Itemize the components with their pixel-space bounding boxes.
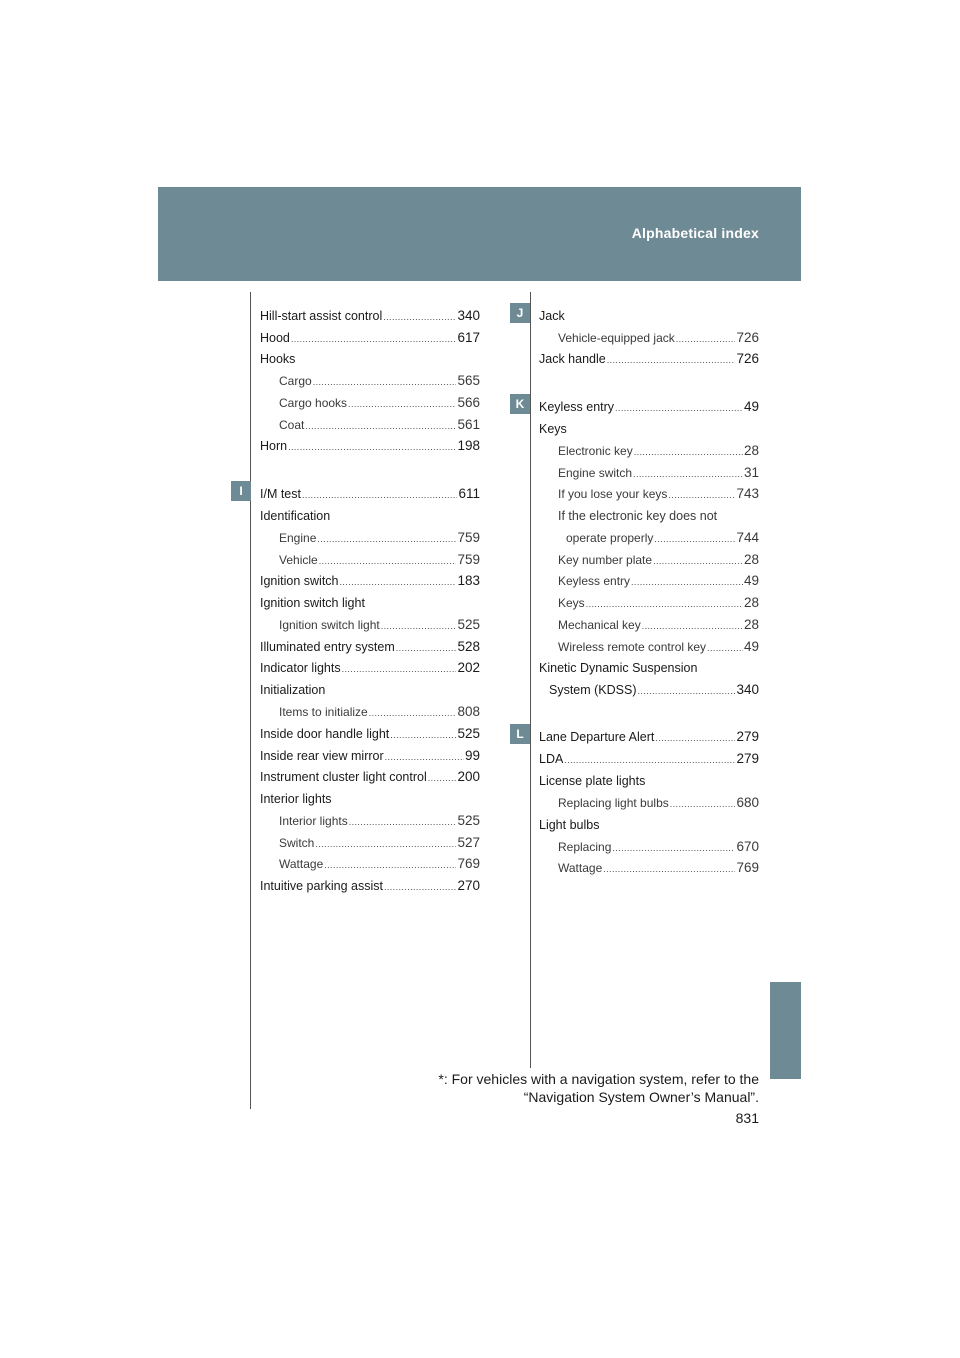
index-heading: Ignition switch light [260,596,365,610]
index-subentry[interactable]: Key number plate ..... 28 [558,548,759,568]
index-entry[interactable]: Instrument cluster light control ..... 200 [260,765,480,785]
index-subentry[interactable]: Cargo hooks ..... 566 [279,391,480,411]
index-subentry[interactable]: Vehicle ..... 759 [279,548,480,568]
index-subentry[interactable]: Vehicle-equipped jack ..... 726 [558,326,759,346]
index-subentry[interactable]: Mechanical key ..... 28 [558,613,759,633]
index-heading: Interior lights [260,792,332,806]
thumb-index-tab [770,982,801,1079]
index-entry[interactable]: Lane Departure Alert ..... 279 [539,725,759,745]
index-subentry[interactable]: Interior lights ..... 525 [279,809,480,829]
index-entry[interactable]: System (KDSS) ..... 340 [549,678,759,698]
index-heading: Light bulbs [539,818,600,832]
index-entry[interactable]: Horn ..... 198 [260,434,480,454]
index-entry[interactable]: Inside rear view mirror ..... 99 [260,744,480,764]
index-subentry[interactable]: Engine switch ..... 31 [558,461,759,481]
index-entry[interactable]: Ignition switch ..... 183 [260,569,480,589]
index-subentry[interactable]: Wireless remote control key ..... 49 [558,635,759,655]
index-subentry[interactable]: Cargo ..... 565 [279,369,480,389]
index-subentry[interactable]: Switch ..... 527 [279,831,480,851]
index-subentry[interactable]: Keyless entry ..... 49 [558,569,759,589]
index-subentry[interactable]: Wattage ..... 769 [558,856,759,876]
index-subentry[interactable]: Coat ..... 561 [279,413,480,433]
index-subentry-heading: If the electronic key does not [558,509,718,523]
footnote-line: *: For vehicles with a navigation system, refer to the [438,1071,759,1087]
letter-tab-k: K [510,394,530,414]
index-entry[interactable]: Hill-start assist control ..... 340 [260,304,480,324]
index-entry[interactable]: I/M test ..... 611 [260,482,480,502]
index-entry[interactable]: Illuminated entry system ..... 528 [260,635,480,655]
index-subentry[interactable]: Ignition switch light ..... 525 [279,613,480,633]
index-subentry[interactable]: Engine ..... 759 [279,526,480,546]
index-heading: Hooks [260,352,296,366]
index-heading: Identification [260,509,331,523]
middle-rule [530,292,531,1068]
index-subentry[interactable]: Replacing ..... 670 [558,835,759,855]
left-rule [250,292,251,1109]
index-subentry[interactable]: operate properly ..... 744 [566,526,759,546]
page-number: 831 [735,1110,759,1126]
index-subentry[interactable]: Replacing light bulbs ..... 680 [558,791,759,811]
index-heading: Kinetic Dynamic Suspension [539,661,698,675]
section-title: Alphabetical index [631,225,759,241]
index-entry[interactable]: Intuitive parking assist ..... 270 [260,874,480,894]
footnote [438,1070,759,1106]
index-subentry[interactable]: Electronic key ..... 28 [558,439,759,459]
index-subentry[interactable]: If you lose your keys ..... 743 [558,482,759,502]
index-heading: Jack [539,309,565,323]
index-entry[interactable]: Inside door handle light ..... 525 [260,722,480,742]
index-subentry[interactable]: Keys ..... 28 [558,591,759,611]
index-entry[interactable]: Jack handle ..... 726 [539,347,759,367]
index-entry[interactable]: Hood ..... 617 [260,326,480,346]
footnote-line: “Navigation System Owner’s Manual”. [523,1089,759,1105]
index-entry[interactable]: Indicator lights ..... 202 [260,656,480,676]
header-band [158,187,801,281]
index-heading: License plate lights [539,774,646,788]
index-entry[interactable]: Keyless entry ..... 49 [539,395,759,415]
index-heading: Keys [539,422,567,436]
letter-tab-i: I [231,481,251,501]
index-subentry[interactable]: Items to initialize ..... 808 [279,700,480,720]
index-entry[interactable]: LDA ..... 279 [539,747,759,767]
index-subentry[interactable]: Wattage ..... 769 [279,852,480,872]
index-heading: Initialization [260,683,326,697]
letter-tab-l: L [510,724,530,744]
letter-tab-j: J [510,303,530,323]
